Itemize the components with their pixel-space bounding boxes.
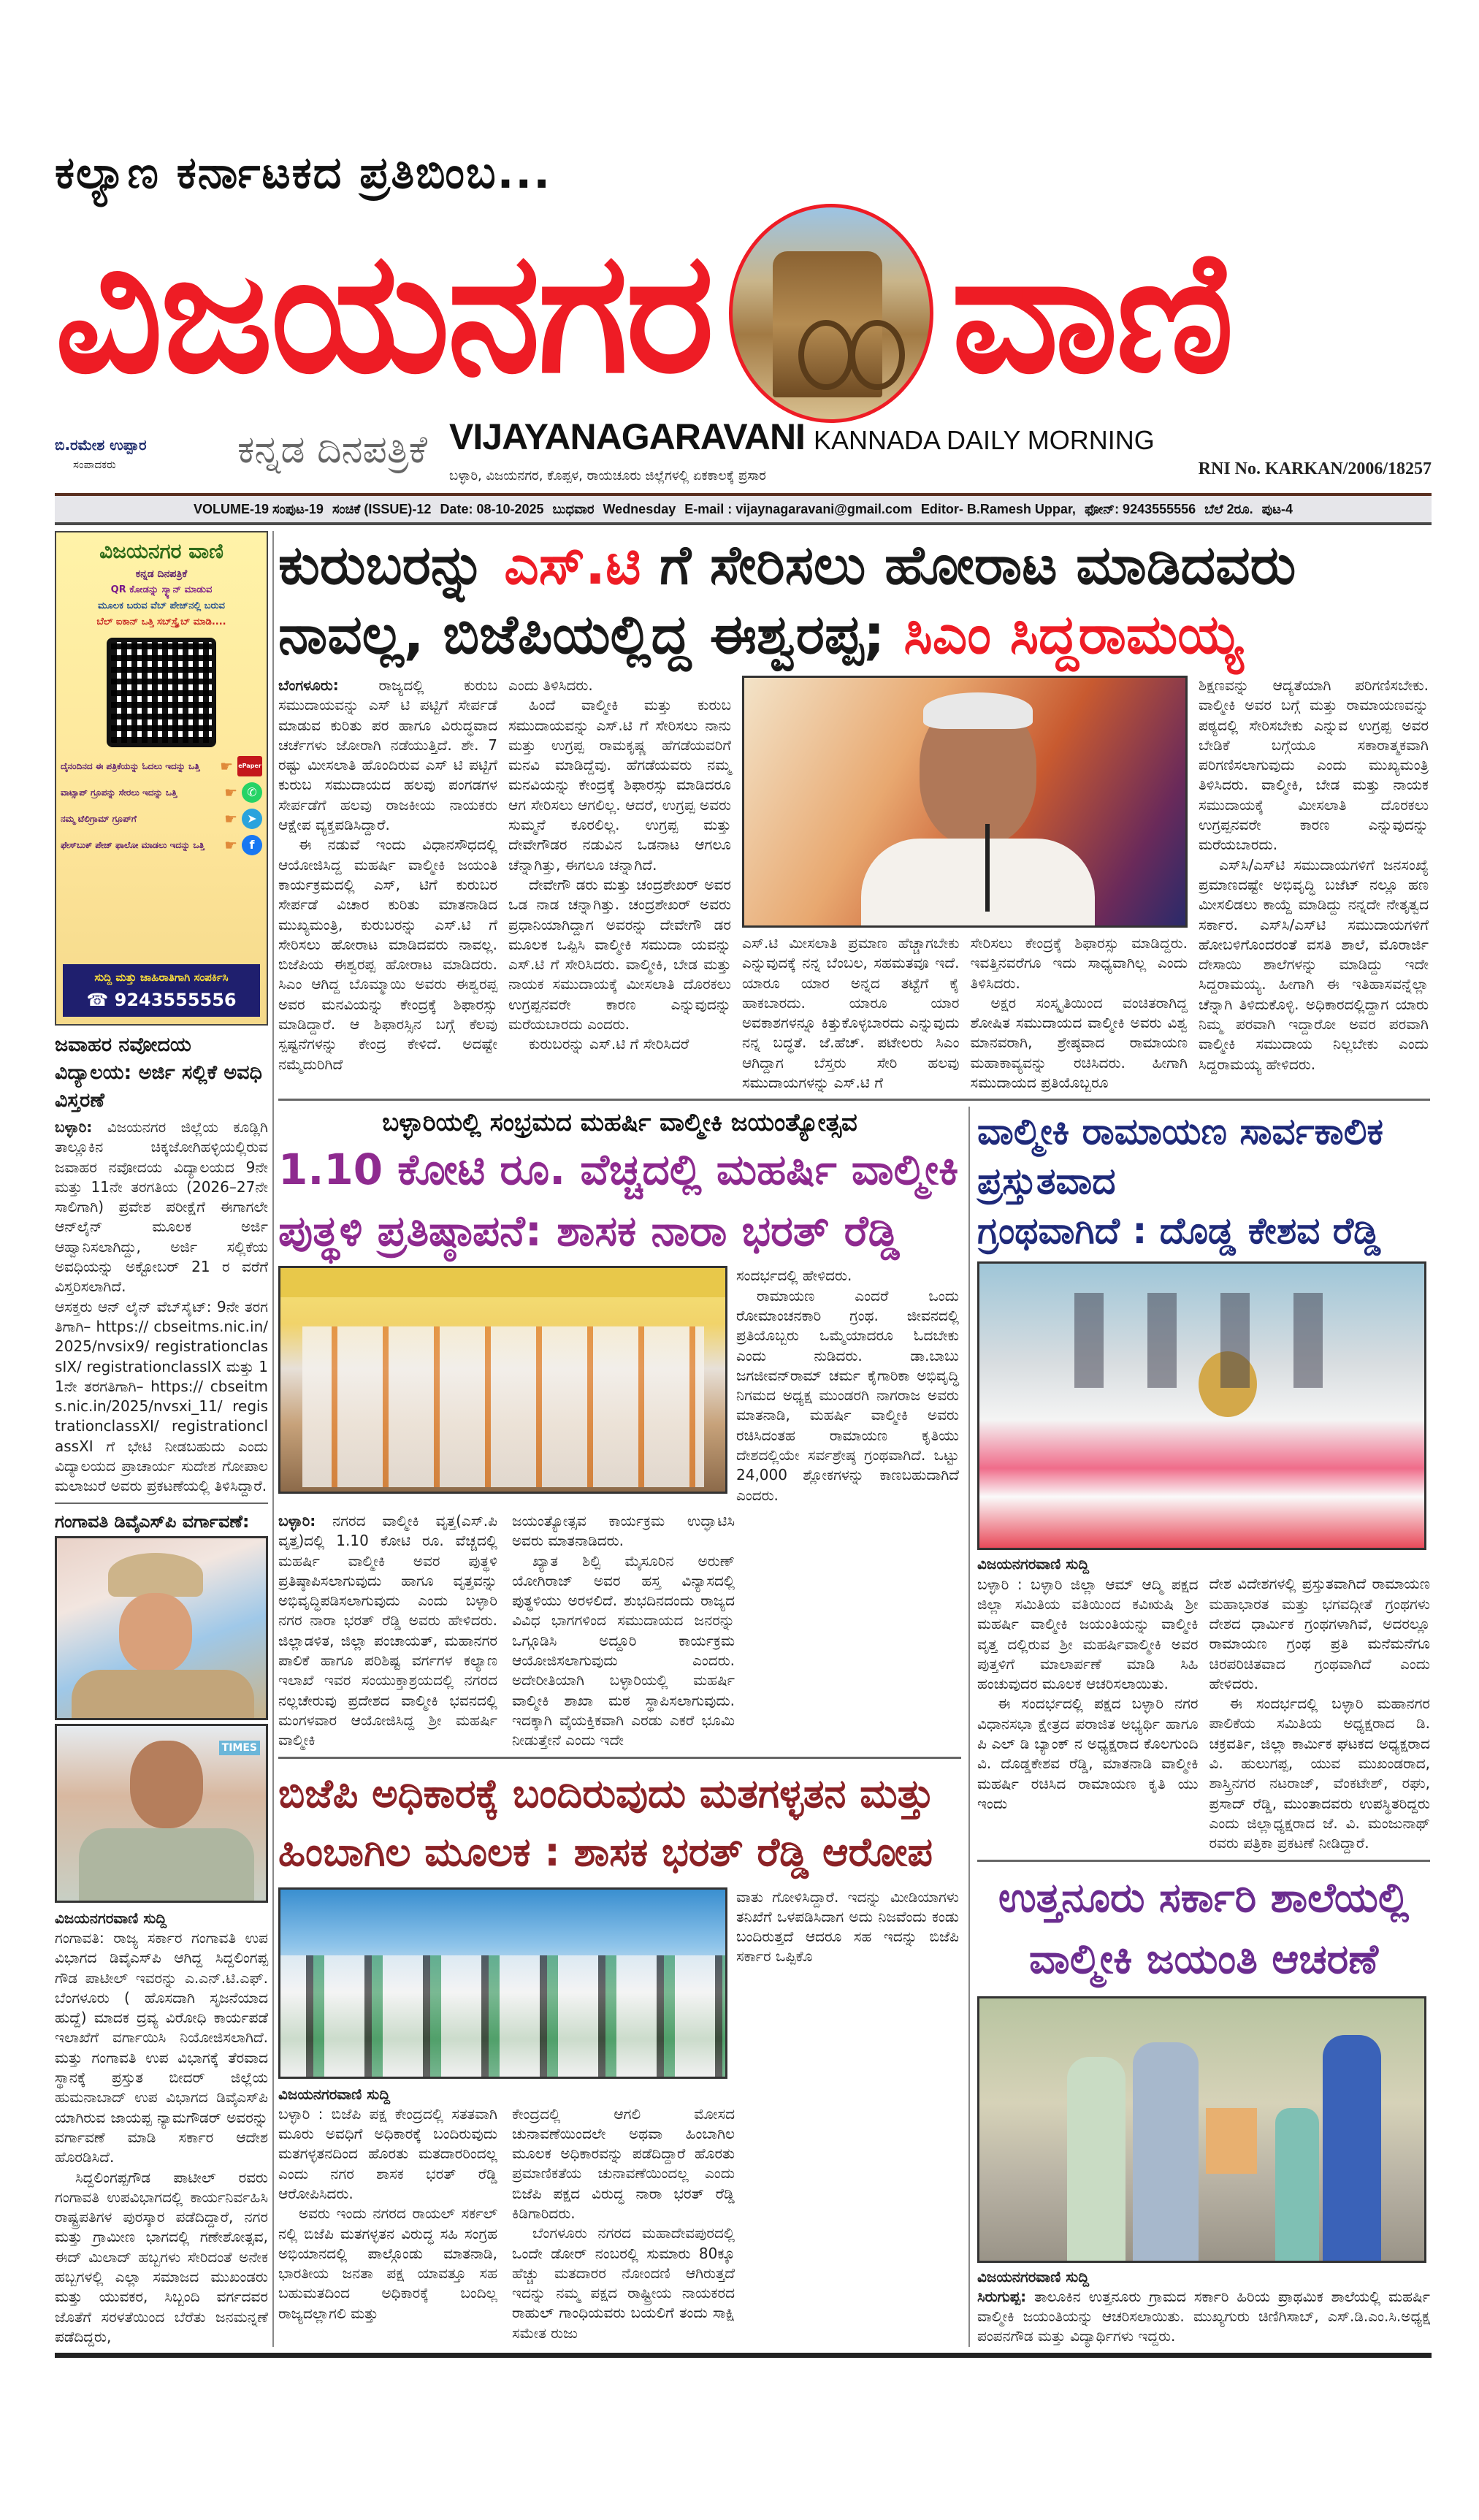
pointing-hand-icon: ☛	[224, 784, 237, 801]
people-group	[302, 1326, 704, 1487]
byline: ವಿಜಯನಗರವಾಣಿ ಸುದ್ದಿ	[977, 2267, 1090, 2286]
para: ಸೇರಿಸಲು ಕೇಂದ್ರಕ್ಕೆ ಶಿಫಾರಸ್ಸು ಮಾಡಿದ್ದರು. ಇವತ್ತಿನವರೆಗೂ ಇದು ಸಾಧ್ಯವಾಗಿಲ್ಲ ಎಂದು ತಿಳಿಸಿದರು.	[970, 934, 1188, 992]
lead-center	[742, 676, 1188, 1093]
signature-campaign-photo	[278, 1887, 727, 2079]
headline-part-highlight: ಎಸ್.ಟಿ	[504, 534, 641, 597]
face	[119, 1593, 192, 1673]
ad-row-text: ಫೇಸ್‌ಬುಕ್ ಪೇಜ್ ಫಾಲೋ ಮಾಡಲು ಇದನ್ನು ಒತ್ತಿ	[61, 840, 205, 850]
para: ಖ್ಯಾತ ಶಿಲ್ಪಿ ಮೈಸೂರಿನ ಅರುಣ್ ಯೋಗಿರಾಜ್ ಅವರ ಹಸ್ತ ವಿನ್ಯಾಸದಲ್ಲಿ ಪುತ್ಥಳಿಯು ಅರಳಲಿದೆ. ಶುಭದಿನದಂದು ರಾಜ್ಯದ ವಿವಿಧ ಭಾಗಗಳಿಂದ ಸಮುದಾಯದ ಜನರನ್ನು ಒಗ್ಗೂಡಿಸಿ ಅದ್ದೂರಿ ಕಾರ್ಯಕ್ರಮ ಆಯೋಜಿಸಲಾಗುವುದು ಎಂದರು. ಅದೇರೀತಿಯಾಗಿ ಬಳ್ಳಾರಿಯಲ್ಲಿ ಮಹರ್ಷಿ ವಾಲ್ಮೀಕಿ ಶಾಖಾ ಮಠ ಸ್ಥಾಪಿಸಲಾಗುವುದು. ಇದಕ್ಕಾಗಿ ವೈಯಕ್ತಿಕವಾಗಿ ಎರಡು ಎಕರೆ ಭೂಮಿ ನೀಡುತ್ತೇನೆ ಎಂದು ಇದೇ	[512, 1551, 735, 1749]
bjp-col-1	[278, 2085, 497, 2324]
person	[1133, 2042, 1199, 2261]
left-column	[55, 531, 268, 2347]
lead-col-5	[1199, 676, 1429, 1074]
lead-col-1	[278, 676, 497, 1074]
navodaya-dateline: ಬಳ್ಳಾರಿ:	[55, 1118, 93, 1136]
bjp-columns	[278, 2085, 961, 2344]
divider	[278, 1757, 961, 1759]
para: ಈ ನಡುವೆ ಇಂದು ವಿಧಾನಸೌಧದಲ್ಲಿ ಆಯೋಜಿಸಿದ್ದ ಮಹರ್ಷಿ ವಾಲ್ಮೀಕಿ ಜಯಂತಿ ಕಾರ್ಯಕ್ರಮದಲ್ಲಿ ಎಸ್, ಟಿಗೆ ಕುರುಬರ ಸೇರ್ಪಡೆ ವಿಚಾರ ಕುರಿತು ಮಾತನಾಡಿದ ಮುಖ್ಯಮಂತ್ರಿ, ಕುರುಬರನ್ನು ಎಸ್.ಟಿ ಗೆ ಸೇರಿಸಲು ಹೋರಾಟ ಮಾಡಿದವರು ನಾವಲ್ಲ. ಬಿಜೆಪಿಯ ಈಶ್ವರಪ್ಪ ಹೋರಾಟ ಮಾಡಿದರು. ಸಿಎಂ ಆಗಿದ್ದ ಬೊಮ್ಮಾಯಿ ಅವರು ಈಶ್ವರಪ್ಪ ಅವರ ಮನವಿಯನ್ನು ಕೇಂದ್ರಕ್ಕೆ ಶಿಫಾರಸ್ಸು ಮಾಡಿದ್ದಾರೆ. ಆ ಶಿಫಾರಸ್ಸಿನ ಬಗ್ಗೆ ಕೆಲವು ಸ್ಪಷ್ಟನೆಗಳನ್ನು ಕೇಂದ್ರ ಕೇಳಿದೆ. ಅದಷ್ಟೇ ನಮ್ಮೆದುರಿಗಿದೆ	[278, 836, 497, 1073]
para: ಕುರುಬರನ್ನು ಎಸ್.ಟಿ ಗೆ ಸೇರಿಸಿದರೆ	[529, 1035, 689, 1053]
bottom-left	[278, 1107, 961, 2346]
white-shirt	[861, 839, 1095, 928]
ad-row-text: ದೈನಂದಿನದ ಈ ಪತ್ರಿಕೆಯನ್ನು ಓದಲು ಇದನ್ನು ಒತ್ತಿ	[61, 761, 200, 771]
uniform	[79, 1828, 254, 1903]
gangavathi-para: ಗಂಗಾವತಿ: ರಾಜ್ಯ ಸರ್ಕಾರ ಗಂಗಾವತಿ ಉಪ ವಿಭಾಗದ ಡಿವೈಎಸ್‌ಪಿ ಆಗಿದ್ದ ಸಿದ್ದಲಿಂಗಪ್ಪ ಗೌಡ ಪಾಟೀಲ್ ಇವರನ್ನು ಎ.ಎನ್.ಟಿ.ಎಫ್. ಬೆಂಗಳೂರು ( ಹೊಸದಾಗಿ ಸೃಜನೆಯಾದ ಹುದ್ದೆ) ಮಾದಕ ದ್ರವ್ಯ ವಿರೋಧಿ ಕಾರ್ಯಪಡೆ ಇಲಾಖೆಗೆ ವರ್ಗಾಯಿಸಿ ನಿಯೋಜಿಸಲಾಗಿದೆ. ಮತ್ತು ಗಂಗಾವತಿ ಉಪ ವಿಭಾಗಕ್ಕೆ ತೆರವಾದ ಸ್ಥಾನಕ್ಕೆ ಪ್ರಸ್ತುತ ಬೀದರ್ ಜಿಲ್ಲೆಯ ಹುಮನಾಬಾದ್ ಉಪ ವಿಭಾಗದ ಡಿವೈಎಸ್‌ಪಿ ಯಾಗಿರುವ ಜಾಯಪ್ಪ ನ್ಯಾಮಗೌಡರ್ ಅವರನ್ನು ವರ್ಗಾವಣೆ ಮಾಡಿ ಸರ್ಕಾರ ಆದೇಶ ಹೊರಡಿಸಿದೆ.	[55, 1928, 268, 2166]
valmiki-headline-line1: 1.10 ಕೋಟಿ ರೂ. ವೆಚ್ಚದಲ್ಲಿ ಮಹರ್ಷಿ ವಾಲ್ಮೀಕಿ	[278, 1145, 959, 1195]
ramayana-col-1	[977, 1554, 1199, 1814]
phone: ಫೋನ್: 9243555556	[1084, 502, 1196, 516]
para: ಅಕ್ಷರ ಸಂಸ್ಕೃತಿಯಿಂದ ವಂಚಿತರಾಗಿದ್ದ ಶೋಷಿತ ಸಮುದಾಯದ ವಾಲ್ಮೀಕಿ ಅವರು ವಿಶ್ವ ಮಾನವರಾಗಿ, ಶ್ರೇಷ್ಠವಾದ ರಾಮಾಯಣ ಮಹಾಕಾವ್ಯವನ್ನು ರಚಿಸಿದರು. ಹೀಗಾಗಿ ಸಮುದಾಯದ ಪ್ರತಿಯೊಬ್ಬರೂ	[970, 993, 1188, 1092]
masthead-logo	[55, 211, 1432, 416]
bottom-right	[977, 1107, 1430, 2346]
ad-qr-line: ಮೂಲಕ ಬರುವ ವೆಬ್ ಪೇಜ್‌ನಲ್ಲಿ ಬರುವ	[98, 600, 225, 611]
police-officer-photo	[55, 1536, 268, 1720]
chariot-wheel	[798, 320, 854, 390]
byline: ವಿಜಯನಗರವಾಣಿ ಸುದ್ದಿ	[55, 1909, 167, 1927]
issue: ಸಂಚಿಕೆ (ISSUE)-12	[332, 502, 432, 516]
para: ವಾತು ಗೋಳಿಸಿದ್ದಾರೆ. ಇದನ್ನು ಮೀಡಿಯಾಗಳು ತನಿಖೆಗೆ ಒಳಪಡಿಸಿದಾಗ ಅದು ನಿಜವೆಂದು ಕಂಡು ಬಂದಿರುತ್ತದೆ ಆದರೂ ಸಹ ಇದನ್ನು ಬಿಜೆಪಿ ಸರ್ಕಾರ ಒಪ್ಪಿಕೊ	[736, 1887, 959, 1966]
dateline: ಬೆಂಗಳೂರು:	[278, 676, 339, 694]
pointing-hand-icon: ☛	[220, 757, 233, 775]
lamp-lighting-ceremony-photo	[278, 1266, 727, 1494]
ad-qr-line: QR ಕೋಡನ್ನು ಸ್ಕ್ಯಾನ್ ಮಾಡುವ	[110, 584, 213, 595]
brand-english: VIJAYANAGARAVANI	[449, 416, 805, 457]
para: ರಾಜ್ಯದಲ್ಲಿ ಕುರುಬ ಸಮುದಾಯವನ್ನು ಎಸ್ ಟಿ ಪಟ್ಟಿಗೆ ಸೇರ್ಪಡೆ ಮಾಡುವ ಕುರಿತು ಪರ ಹಾಗೂ ವಿರುದ್ಧವಾದ ಚರ್ಚೆಗಳು ಜೋರಾಗಿ ನಡೆಯುತ್ತಿದೆ. ಶೇ. 7 ರಷ್ಟು ಮೀಸಲಾತಿ ಹೊಂದಿರುವ ಎಸ್ ಟಿ ಪಟ್ಟಿಗೆ ಕುರುಬ ಸಮುದಾಯದ ಹಲವು ಪಂಗಡಗಳ ಸೇರ್ಪಡೆಗೆ ಹಲವು ರಾಜಕೀಯ ನಾಯಕರು ಆಕ್ಷೇಪ ವ್ಯಕ್ತಪಡಿಸಿದ್ದಾರೆ.	[278, 676, 498, 834]
para: ತಾಲೂಕಿನ ಉತ್ತನೂರು ಗ್ರಾಮದ ಸರ್ಕಾರಿ ಹಿರಿಯ ಪ್ರಾಥಮಿಕ ಶಾಲೆಯಲ್ಲಿ ಮಹರ್ಷಿ ವಾಲ್ಮೀಕಿ ಜಯಂತಿಯನ್ನು ಆಚರಿಸಲಾಯಿತು. ಮುಖ್ಯಗುರು ಚಿಣಿಗಿಸಾಬ್, ಎಸ್.ಡಿ.ಎಂ.ಸಿ.ಅಧ್ಯಕ್ಷ ಪಂಪನಗೌಡ ಮತ್ತು ವಿದ್ಯಾರ್ಥಿಗಳು ಇದ್ದರು.	[977, 2287, 1431, 2345]
navodaya-headline: ಜವಾಹರ ನವೋದಯ ವಿದ್ಯಾಲಯ: ಅರ್ಜಿ ಸಲ್ಲಿಕೆ ಅವಧಿ ವಿಸ್ತರಣೆ	[55, 1034, 262, 1112]
editor-role: ಸಂಪಾದಕರು	[73, 458, 116, 471]
uttanuru-headline-line2: ವಾಲ್ಮೀಕಿ ಜಯಂತಿ ಆಚರಣೆ	[1028, 1935, 1379, 1983]
bjp-side-col	[736, 1887, 959, 1967]
para: ಜಯಂತ್ಯೋತ್ಸವ ಕಾರ್ಯಕ್ರಮ ಉದ್ಘಾಟಿಸಿ ಅವರು ಮಾತನಾಡಿದರು.	[512, 1511, 735, 1550]
ad-row-text: ನಮ್ಮ ಟೆಲಿಗ್ರಾಮ್ ಗ್ರೂಪ್‌ಗೆ	[61, 814, 137, 824]
face	[130, 1741, 203, 1828]
lead-col-4	[971, 933, 1188, 1093]
valmiki-kicker: ಬಳ್ಳಾರಿಯಲ್ಲಿ ಸಂಭ್ರಮದ ಮಹರ್ಷಿ ವಾಲ್ಮೀಕಿ ಜಯಂತ್ಯೋತ್ಸವ	[382, 1108, 857, 1138]
kannada-daily-label: ಕನ್ನಡ ದಿನಪತ್ರಿಕೆ	[237, 428, 428, 472]
ad-logo: ವಿಜಯನಗರ ವಾಣಿ	[99, 539, 223, 563]
person	[1067, 2057, 1126, 2261]
banner	[280, 1268, 725, 1297]
gangavathi-para: ಸಿದ್ದಲಿಂಗಪ್ಪಗೌಡ ಪಾಟೀಲ್ ರವರು ಗಂಗಾವತಿ ಉಪವಿಭಾಗದಲ್ಲಿ ಕಾರ್ಯನಿರ್ವಹಿಸಿ ರಾಷ್ಟ್ರಪತಿಗಳ ಪುರಸ್ಕಾರ ಪಡೆದಿದ್ದಾರೆ, ನಗರ ಮತ್ತು ಗ್ರಾಮೀಣ ಭಾಗದಲ್ಲಿ ಗಣೇಶೋತ್ಸವ, ಈದ್ ಮಿಲಾದ್ ಹಬ್ಬಗಳು ಸೇರಿದಂತೆ ಅನೇಕ ಹಬ್ಬಗಳಲ್ಲಿ ಎಲ್ಲಾ ಸಮಾಜದ ಮುಖಂಡರು ಮತ್ತು ಯುವಕರ, ಸಿಬ್ಬಂದಿ ವರ್ಗದವರ ಜೊತೆಗೆ ಸರಳತೆಯಿಂದ ಬೆರೆತು ಜನಮನ್ನಣೆ ಪಡೆದಿದ್ದರು,	[55, 2168, 268, 2345]
para: ನಗರದ ವಾಲ್ಮೀಕಿ ವೃತ್ತ(ಎಸ್.ಪಿ ವೃತ್ತ)ದಲ್ಲಿ 1.10 ಕೋಟಿ ರೂ. ವೆಚ್ಚದಲ್ಲಿ ಮಹರ್ಷಿ ವಾಲ್ಮೀಕಿ ಅವರ ಪುತ್ಥಳಿ ಪ್ರತಿಷ್ಠಾಪಿಸಲಾಗುವುದು ಹಾಗೂ ವೃತ್ತವನ್ನು ಅಭಿವೃದ್ಧಿಪಡಿಸಲಾಗುವುದು ಎಂದು ಬಳ್ಳಾರಿ ನಗರ ನಾರಾ ಭರತ್ ರೆಡ್ಡಿ ಅವರು ಹೇಳಿದರು. ಜಿಲ್ಲಾಡಳಿತ, ಜಿಲ್ಲಾ ಪಂಚಾಯತ್, ಮಹಾನಗರ ಪಾಲಿಕೆ ಹಾಗೂ ಪರಿಶಿಷ್ಟ ವರ್ಗಗಳ ಕಲ್ಯಾಣ ಇಲಾಖೆ ಇವರ ಸಂಯುಕ್ತಾಶ್ರಯದಲ್ಲಿ ನಗರದ ನಲ್ಲಚೇರುವು ಪ್ರದೇಶದ ವಾಲ್ಮೀಕಿ ಭವನದಲ್ಲಿ ಮಂಗಳವಾರ ಆಯೋಜಿಸಿದ್ದ ಶ್ರೀ ಮಹರ್ಷಿ ವಾಲ್ಮೀಕಿ	[278, 1511, 497, 1749]
lead-story-body	[278, 676, 1430, 1093]
para: ಎಂದು ತಿಳಿಸಿದರು.	[508, 676, 593, 694]
para: ಹಿಂದೆ ವಾಲ್ಮೀಕಿ ಮತ್ತು ಕುರುಬ ಸಮುದಾಯವನ್ನು ಎಸ್.ಟಿ ಗೆ ಸೇರಿಸಲು ನಾನು ಮತ್ತು ಉಗ್ರಪ್ಪ ರಾಮಕೃಷ್ಣ ಹೆಗಡೆಯವರಿಗೆ ಮನವಿ ಮಾಡಿದ್ದೆವು. ಹೆಗಡೆಯವರು ನಮ್ಮ ಮನವಿಯನ್ನು ಕೇಂದ್ರಕ್ಕೆ ಶಿಫಾರಸ್ಸು ಮಾಡಿದರೂ ಆಗ ಸೇರಿಸಲು ಆಗಲಿಲ್ಲ. ಆದರೆ, ಉಗ್ರಪ್ಪ ಅವರು ಸುಮ್ಮನೆ ಕೂರಲಿಲ್ಲ. ಉಗ್ರಪ್ಪ ಮತ್ತು ದೇವೇಗೌಡರ ನಡುವಿನ ಒಡನಾಟ ಆಗಲೂ ಚೆನ್ನಾಗಿತ್ತು, ಈಗಲೂ ಚನ್ನಾಗಿದೆ.	[508, 696, 731, 874]
volume: VOLUME-19 ಸಂಪುಟ-19	[193, 502, 324, 516]
navodaya-para: ವಿಜಯನಗರ ಜಿಲ್ಲೆಯ ಕೂಡ್ಲಿಗಿ ತಾಲ್ಲೂಕಿನ ಚಿಕ್ಕಜೋಗಿಹಳ್ಳಿಯಲ್ಲಿರುವ ಜವಾಹರ ನವೋದಯ ವಿದ್ಯಾಲಯದ 9ನೇ ಮತ್ತು 11ನೇ ತರಗತಿಯ (2026–27ನೇ ಸಾಲಿಗಾಗಿ) ಪ್ರವೇಶ ಪರೀಕ್ಷೆಗೆ ಈಗಾಗಲೇ ಆನ್‌ಲೈನ್ ಮೂಲಕ ಅರ್ಜಿ ಆಹ್ವಾನಿಸಲಾಗಿದ್ದು, ಅರ್ಜಿ ಸಲ್ಲಿಕೆಯ ಅವಧಿಯನ್ನು ಅಕ್ಟೋಬರ್ 21 ರ ವರೆಗೆ ವಿಸ್ತರಿಸಲಾಗಿದೆ.	[55, 1118, 268, 1296]
bottom-stories	[278, 1107, 1430, 2346]
officer-at-mic-photo	[55, 1724, 268, 1903]
ramayana-headline-line1: ವಾಲ್ಮೀಕಿ ರಾಮಾಯಣ ಸಾರ್ವಕಾಲಿಕ ಪ್ರಸ್ತುತವಾದ	[977, 1110, 1384, 1203]
lead-center-columns	[742, 933, 1188, 1093]
gangavathi-body	[55, 1909, 268, 2348]
valmiki-photo-row	[278, 1266, 961, 1505]
divider	[278, 1099, 1430, 1101]
para: ಎಸ್.ಟಿ ಮೀಸಲಾತಿ ಪ್ರಮಾಣ ಹೆಚ್ಚಾಗಬೇಕು ಎನ್ನುವುದಕ್ಕೆ ನನ್ನ ಬೆಂಬಲ, ಸಹಮತವೂ ಇದೆ. ಯಾರೂ ಯಾರ ಅನ್ನದ ತಟ್ಟೆಗೆ ಕೈ ಹಾಕಬಾರದು. ಯಾರೂ ಯಾರ ಅವಕಾಶಗಳನ್ನೂ ಕಿತ್ತುಕೊಳ್ಳಬಾರದು ಎನ್ನುವುದು ನನ್ನ ಬದ್ಧತೆ. ಜೆ.ಹೆಚ್. ಪಟೇಲರು ಸಿಎಂ ಆಗಿದ್ದಾಗ ಬೆಸ್ತರು ಸೇರಿ ಹಲವು ಸಮುದಾಯಗಳನ್ನು ಎಸ್.ಟಿ ಗೆ	[742, 934, 960, 1092]
issue-info-bar	[55, 493, 1432, 525]
editor-name: ಬಿ.ರಮೇಶ ಉಪ್ಪಾರ	[55, 436, 147, 454]
subscribe-advertisement[interactable]	[55, 531, 268, 1026]
para: ಬೆಂಗಳೂರು ನಗರದ ಮಹಾದೇವಪುರದಲ್ಲಿ ಒಂದೇ ಡೋರ್ ನಂಬರಲ್ಲಿ ಸುಮಾರು 80ಕ್ಕೂ ಹೆಚ್ಚು ಮತದಾರರ ನೋಂದಣಿ ಆಗಿರುತ್ತದೆ ಇದನ್ನು ನಮ್ಮ ಪಕ್ಷದ ರಾಷ್ಟ್ರೀಯ ನಾಯಕರದ ರಾಹುಲ್ ಗಾಂಧಿಯವರು ಬಯಲಿಗೆ ತಂದು ಸಾಕ್ಷಿ ಸಮೇತ ರುಜು	[512, 2224, 735, 2342]
editor: Editor- B.Ramesh Uppar,	[920, 502, 1076, 516]
white-hair	[923, 692, 1033, 729]
ramayana-columns	[977, 1554, 1430, 1853]
headline-part: ಗೆ ಸೇರಿಸಲು ಹೋರಾಟ ಮಾಡಿದವರು	[660, 534, 1296, 597]
brand-line	[449, 416, 1155, 458]
para: ರಾಮಾಯಣ ಎಂದರೆ ಒಂದು ರೋಮಾಂಚನಕಾರಿ ಗ್ರಂಥ. ಜೀವನದಲ್ಲಿ ಪ್ರತಿಯೊಬ್ಬರು ಒಮ್ಮೆಯಾದರೂ ಓದಬೇಕು ಎಂದು ನುಡಿದರು. ಡಾ.ಬಾಬು ಜಗಜೀವನ್‌ರಾಮ್ ಚರ್ಮ ಕೈಗಾರಿಕಾ ಅಭಿವೃದ್ಧಿ ನಿಗಮದ ಅಧ್ಯಕ್ಷ ಮುಂಡರಗಿ ನಾಗರಾಜ ಅವರು ಮಾತನಾಡಿ, ಮಹರ್ಷಿ ವಾಲ್ಮೀಕಿ ಅವರು ರಚಿಸಿದಂತಹ ರಾಮಾಯಣ ಕೃತಿಯು ದೇಶದಲ್ಲಿಯೇ ಸರ್ವಶ್ರೇಷ್ಠ ಗ್ರಂಥವಾಗಿದೆ. ಒಟ್ಟು 24,000 ಶ್ಲೋಕಗಳನ್ನು ಕಾಣಬಹುದಾಗಿದೆ ಎಂದರು.	[736, 1286, 959, 1504]
para: ಸಂದರ್ಭದಲ್ಲಿ ಹೇಳಿದರು.	[736, 1267, 852, 1285]
para: ದೇಶ ವಿದೇಶಗಳಲ್ಲಿ ಪ್ರಸ್ತುತವಾಗಿದೆ ರಾಮಾಯಣ ಮಹಾಭಾರತ ಮತ್ತು ಭಗವದ್ಗೀತೆ ಗ್ರಂಥಗಳು ದೇಶದ ಧಾರ್ಮಿಕ ಗ್ರಂಥಗಳಾಗಿವೆ, ಅದರಲ್ಲೂ ರಾಮಾಯಣ ಗ್ರಂಥ ಪ್ರತಿ ಮನೆಮನೆಗೂ ಚಿರಪರಿಚಿತವಾದ ಗ್ರಂಥವಾಗಿದೆ ಎಂದು ಹೇಳಿದರು.	[1209, 1575, 1430, 1692]
uttanuru-headline-line1: ಉತ್ತನೂರು ಸರ್ಕಾರಿ ಶಾಲೆಯಲ್ಲಿ	[998, 1874, 1410, 1922]
para: ಎಸ್‌ಸಿ/ಎಸ್‌ಟಿ ಸಮುದಾಯಗಳಿಗೆ ಜನಸಂಖ್ಯೆ ಪ್ರಮಾಣದಷ್ಟೇ ಅಭಿವೃದ್ಧಿ ಬಜೆಟ್ ನಲ್ಲೂ ಹಣ ಮೀಸಲಿಡಲು ಕಾಯ್ದೆ ಮಾಡಿದ್ದು ನನ್ನದೇ ನೇತೃತ್ವದ ಸರ್ಕಾರ. ಎಸ್‌ಸಿ/ಎಸ್‌ಟಿ ಸಮುದಾಯಗಳಿಗೆ ಹೋಬಳಿಗೊಂದರಂತೆ ವಸತಿ ಶಾಲೆ, ಮೊರಾರ್ಜಿ ದೇಸಾಯಿ ಶಾಲೆಗಳನ್ನು ಮಾಡಿದ್ದು ಇದೇ ಸಿದ್ದರಾಮಯ್ಯ. ಹೀಗಾಗಿ ಈ ಇತಿಹಾಸವನ್ನೆಲ್ಲಾ ಚೆನ್ನಾಗಿ ತಿಳಿದುಕೊಳ್ಳಿ. ಅಧಿಕಾರದಲ್ಲಿದ್ದಾಗ ಯಾರು ನಿಮ್ಮ ಪರವಾಗಿ ಇದ್ದಾರೋ ಅವರ ಪರವಾಗಿ ವಾಲ್ಮೀಕಿ ಸಮುದಾಯ ನಿಲ್ಲಬೇಕು ಎಂದು ಸಿದ್ದರಾಮಯ್ಯ ಹೇಳಿದರು.	[1199, 855, 1429, 1073]
divider	[977, 1860, 1430, 1862]
ad-contact-phone: ☎ 9243555556	[86, 990, 237, 1010]
ad-social-row[interactable]	[61, 809, 262, 829]
navodaya-para: ಆಸಕ್ತರು ಆನ್ ಲೈನ್ ವೆಬ್‌ಸೈಟ್: 9ನೇ ತರಗತಿಗಾಗಿ– https:// cbseitms.nic.in/2025/nvsix9/ registrationclassIX/ registrationclassIX ಮತ್ತು 11ನೇ ತರಗತಿಗಾಗಿ– https:// cbseitms.nic.in/2025/nvsxi_11/ registrationclassXI/ registrationclassXI ಗೆ ಭೇಟಿ ನೀಡಬಹುದು ಎಂದು ವಿದ್ಯಾಲಯದ ಪ್ರಾಚಾರ್ಯ ಸುದೇಶ ಗೋಪಾಲ ಮಲಾಜುರೆ ಅವರು ಪ್ರಕಟಣೆಯಲ್ಲಿ ತಿಳಿಸಿದ್ದಾರೆ.	[55, 1297, 268, 1495]
chariot-wheel	[849, 320, 905, 390]
byline: ವಿಜಯನಗರವಾಣಿ ಸುದ್ದಿ	[977, 1555, 1090, 1573]
valmiki-headline-line2: ಪುತ್ಥಳಿ ಪ್ರತಿಷ್ಠಾಪನೆ: ಶಾಸಕ ನಾರಾ ಭರತ್ ರೆಡ್ಡಿ	[278, 1206, 900, 1256]
brand-block	[449, 416, 1155, 486]
column-divider	[968, 1107, 970, 2346]
price: ಬೆಲೆ 2ರೂ.	[1204, 502, 1253, 516]
dateline: ಬಳ್ಳಾರಿ:	[278, 1511, 316, 1530]
uniform	[72, 1670, 254, 1720]
masthead-title-part2: ವಾಣಿ	[951, 215, 1231, 411]
divider	[55, 1503, 268, 1504]
para: ದೇವೇಗೌ ಡರು ಮತ್ತು ಚಂದ್ರಶೇಖರ್ ಅವರ ಒಡ ನಾಡ ಚನ್ನಾಗಿತ್ತು. ಚಂದ್ರಶೇಖರ್ ಅವರು ಪ್ರಧಾನಿಯಾಗಿದ್ದಾಗ ಅವರನ್ನು ದೇವೇಗೌ ಡರ ಮೂಲಕ ಒಪ್ಪಿಸಿ ವಾಲ್ಮೀಕಿ ಸಮುದಾ ಯವನ್ನು ಎಸ್.ಟಿ ಗೆ ಸೇರಿಸಿದರು. ವಾಲ್ಮೀಕಿ, ಬೇಡ ಮತ್ತು ನಾಯಕ ಸಮುದಾಯಕ್ಕೆ ಮೀಸಲಾತಿ ದೊರಕಲು ಉಗ್ರಪ್ಪನವರೇ ಕಾರಣ ಎನ್ನುವುದನ್ನು ಮರೆಯಬಾರದು ಎಂದರು.	[508, 875, 731, 1034]
masthead-subrow	[55, 416, 1432, 486]
email[interactable]: E-mail : vijaynagaravani@gmail.com	[684, 502, 912, 516]
lead-col-2	[508, 676, 731, 1055]
ad-contact-box	[63, 964, 260, 1017]
masthead-title-part1: ವಿಜಯನಗರ	[55, 215, 712, 411]
uttanuru-body	[977, 2267, 1430, 2347]
ad-row-text: ವಾಟ್ಸಾಪ್ ಗ್ರೂಪನ್ನು ಸೇರಲು ಇದನ್ನು ಒತ್ತಿ	[61, 787, 177, 798]
whatsapp-icon[interactable]: ✆	[242, 782, 262, 803]
person	[1323, 2035, 1381, 2261]
facebook-icon[interactable]: f	[242, 835, 262, 855]
column-divider	[272, 531, 274, 2347]
ad-social-row[interactable]	[61, 756, 262, 776]
para: ಈ ಸಂದರ್ಭದಲ್ಲಿ ಬಳ್ಳಾರಿ ಮಹಾನಗರ ಪಾಲಿಕೆಯ ಸಮಿತಿಯ ಅಧ್ಯಕ್ಷರಾದ ಡಿ. ಚಕ್ರವರ್ತಿ, ಜಿಲ್ಲಾ ಕಾರ್ಮಿಕ ಘಟಕದ ಅಧ್ಯಕ್ಷರಾದ ವಿ. ಹುಲುಗಪ್ಪ, ಯುವ ಮುಖಂಡರಾದ, ಶಾಸ್ತ್ರಿನಗರ ನಟರಾಜ್, ವೆಂಕಟೇಶ್, ರಘು, ಪ್ರಸಾದ್ ರೆಡ್ಡಿ, ಮುಂತಾದವರು ಉಪಸ್ಥಿತರಿದ್ದರು ಎಂದು ಜಿಲ್ಲಾಧ್ಯಕ್ಷರಾದ ಜೆ. ವಿ. ಮಂಜುನಾಥ್ ರವರು ಪತ್ರಿಕಾ ಪ್ರಕಟಣೆ ನೀಡಿದ್ದಾರೆ.	[1209, 1695, 1430, 1852]
ramayana-headline-line2: ಗ್ರಂಥವಾಗಿದೆ : ದೊಡ್ಡ ಕೇಶವ ರೆಡ್ಡಿ	[977, 1210, 1381, 1253]
ad-social-row[interactable]	[61, 835, 262, 855]
headline-part: ಕುರುಬರನ್ನು	[278, 534, 486, 597]
ad-social-rows	[61, 756, 262, 855]
gangavathi-headline: ಗಂಗಾವತಿ ಡಿವೈಎಸ್‌ಪಿ ವರ್ಗಾವಣೆ:	[55, 1511, 250, 1532]
ad-qr-line: ಬೆಲ್ ಐಕಾನ್ ಒತ್ತಿ ಸಬ್‌ಸ್ಕ್ರೈಬ್ ಮಾಡಿ....	[96, 616, 226, 627]
school-jayanti-photo	[977, 1996, 1426, 2263]
day-english: Wednesday	[603, 502, 676, 516]
bjp-photo-row	[278, 1887, 961, 2079]
child	[1275, 2108, 1319, 2261]
microphone	[985, 824, 990, 912]
navodaya-body	[55, 1118, 268, 1497]
ad-social-row[interactable]	[61, 782, 262, 803]
valmiki-col-2	[512, 1511, 735, 1751]
masthead-tagline: ಕಲ್ಯಾಣ ಕರ್ನಾಟಕದ ಪ್ರತಿಬಿಂಬ...	[55, 148, 552, 199]
para: ಕೇಂದ್ರದಲ್ಲಿ ಆಗಲಿ ಮೋಸದ ಚುನಾವಣೆಯಿಂದಲೇ ಅಥವಾ ಹಿಂಬಾಗಿಲ ಮೂಲಕ ಅಧಿಕಾರವನ್ನು ಪಡೆದಿದ್ದಾರೆ ಹೊರತು ಪ್ರಮಾಣಿಕತೆಯ ಚುನಾವಣೆಯಿಂದಲ್ಲ ಎಂದು ಬಿಜೆಪಿ ಪಕ್ಷದ ವಿರುದ್ಧ ನಾರಾ ಭರತ್ ರೆಡ್ಡಿ ಕಿಡಿಗಾರಿದರು.	[512, 2104, 735, 2222]
circulation-line: ಬಳ್ಳಾರಿ, ವಿಜಯನಗರ, ಕೊಪ್ಪಳ, ರಾಯಚೂರು ಜಿಲ್ಲೆಗಳಲ್ಲಿ ಏಕಕಾಲಕ್ಕೆ ಪ್ರಸಾರ	[449, 468, 766, 484]
bjp-headline-line1: ಬಿಜೆಪಿ ಅಧಿಕಾರಕ್ಕೆ ಬಂದಿರುವುದು ಮತಗಳ್ಳತನ ಮತ್ತು	[278, 1770, 934, 1817]
para: ಶಿಕ್ಷಣವನ್ನು ಆದ್ಯತೆಯಾಗಿ ಪರಿಗಣಿಸಬೇಕು. ವಾಲ್ಮೀಕಿ ಅವರ ಬಗ್ಗೆ ಮತ್ತು ರಾಮಾಯಣವನ್ನು ಪಠ್ಯದಲ್ಲಿ ಸೇರಿಸಬೇಕು ಎನ್ನುವ ಉಗ್ರಪ್ಪ ಅವರ ಬೇಡಿಕೆ ಬಗ್ಗೆಯೂ ಸಕಾರಾತ್ಮಕವಾಗಿ ಪರಿಗಣಿಸಲಾಗುವುದು ಎಂದು ಮುಖ್ಯಮಂತ್ರಿ ತಿಳಿಸಿದರು. ವಾಲ್ಮೀಕಿ, ಬೇಡ ಮತ್ತು ನಾಯಕ ಸಮುದಾಯಕ್ಕೆ ಮೀಸಲಾತಿ ದೊರಕಲು ಉಗ್ರಪ್ಪನವರೇ ಕಾರಣ ಎನ್ನುವುದನ್ನು ಮರೆಯಬಾರದು.	[1199, 676, 1429, 854]
lead-headline-line1	[278, 531, 1430, 600]
brand-subtitle: KANNADA DAILY MORNING	[813, 425, 1155, 455]
valmiki-portrait-frame	[1206, 2108, 1257, 2174]
hampi-chariot-logo-image	[729, 204, 933, 423]
para: ಅವರು ಇಂದು ನಗರದ ರಾಯಲ್ ಸರ್ಕಲ್ ನಲ್ಲಿ ಬಿಜೆಪಿ ಮತಗಳ್ಳತನ ವಿರುದ್ಧ ಸಹಿ ಸಂಗ್ರಹ ಅಭಿಯಾನದಲ್ಲಿ ಪಾಲ್ಗೊಂಡು ಮಾತನಾಡಿ, ಭಾರತೀಯ ಜನತಾ ಪಕ್ಷ ಯಾವತ್ತೂ ಸಹ ಬಹುಮತದಿಂದ ಅಧಿಕಾರಕ್ಕೆ ಬಂದಿಲ್ಲ ರಾಜ್ಯದಲ್ಲಾಗಲಿ ಮತ್ತು	[278, 2204, 497, 2322]
day-kannada: ಬುಧವಾರ	[552, 502, 595, 516]
headline-part: ನಾವಲ್ಲ, ಬಿಜೆಪಿಯಲ್ಲಿದ್ದ ಈಶ್ವರಪ್ಪ;	[278, 603, 885, 666]
qr-code[interactable]	[107, 638, 216, 747]
bjp-col-2	[512, 2085, 735, 2344]
para: ಈ ಸಂದರ್ಭದಲ್ಲಿ ಪಕ್ಷದ ಬಳ್ಳಾರಿ ನಗರ ವಿಧಾನಸಭಾ ಕ್ಷೇತ್ರದ ಪರಾಜಿತ ಅಭ್ಯರ್ಥಿ ಹಾಗೂ ಪಿ ಎಲ್ ಡಿ ಬ್ಯಾಂಕ್ ನ ಅಧ್ಯಕ್ಷರಾದ ಕೊಲಗುಂದಿ ವಿ. ದೊಡ್ಡಕೇಶವ ರೆಡ್ಡಿ, ಮಾತನಾಡಿ ವಾಲ್ಮೀಕಿ ಮಹರ್ಷಿ ರಚಿಸಿದ ರಾಮಾಯಣ ಕೃತಿ ಯು ಇಂದು	[977, 1695, 1199, 1812]
valmiki-side-col	[736, 1266, 959, 1505]
pointing-hand-icon: ☛	[224, 810, 237, 828]
telegram-icon[interactable]: ➤	[242, 809, 262, 829]
rni-number: RNI No. KARKAN/2006/18257	[1198, 459, 1432, 478]
people-group	[280, 1955, 725, 2079]
valmiki-statue-photo	[977, 1261, 1426, 1550]
pages: ಪುಟ-4	[1261, 502, 1293, 516]
valmiki-col-1	[278, 1511, 497, 1751]
cm-siddaramaiah-photo	[742, 676, 1188, 928]
lead-headline-line2	[278, 600, 1430, 670]
valmiki-columns	[278, 1511, 961, 1751]
people-group	[1052, 1293, 1359, 1388]
pointing-hand-icon: ☛	[224, 836, 237, 854]
page-body	[55, 531, 1432, 2347]
dateline: ಸಿರುಗುಪ್ಪ:	[977, 2287, 1027, 2305]
editor-block	[55, 416, 215, 471]
epaper-icon[interactable]: ePaper	[237, 756, 262, 776]
ad-contact-text: ಸುದ್ದಿ ಮತ್ತು ಜಾಹಿರಾತಿಗಾಗಿ ಸಂಪರ್ಕಿಸಿ	[94, 971, 229, 984]
bjp-headline-line2: ಹಿಂಬಾಗಿಲ ಮೂಲಕ : ಶಾಸಕ ಭರತ್ ರೆಡ್ಡಿ ಆರೋಪ	[278, 1828, 933, 1875]
ramayana-col-2	[1209, 1554, 1431, 1853]
para: ಬಳ್ಳಾರಿ : ಬಿಜೆಪಿ ಪಕ್ಷ ಕೇಂದ್ರದಲ್ಲಿ ಸತತವಾಗಿ ಮೂರು ಅವಧಿಗೆ ಅಧಿಕಾರಕ್ಕೆ ಬಂದಿರುವುದು ಮತಗಳ್ಳತನದಿಂದ ಹೊರತು ಮತದಾರರಿಂದಲ್ಲ ಎಂದು ನಗರ ಶಾಸಕ ಭರತ್ ರೆಡ್ಡಿ ಆರೋಪಿಸಿದರು.	[278, 2104, 497, 2202]
ad-subtitle: ಕನ್ನಡ ದಿನಪತ್ರಿಕೆ	[135, 568, 188, 580]
lead-col-3	[742, 933, 960, 1093]
police-cap	[108, 1553, 203, 1597]
date: Date: 08-10-2025	[440, 502, 544, 516]
byline: ವಿಜಯನಗರವಾಣಿ ಸುದ್ದಿ	[278, 2085, 391, 2103]
para: ಬಳ್ಳಾರಿ : ಬಳ್ಳಾರಿ ಜಿಲ್ಲಾ ಆಮ್ ಆದ್ಮಿ ಪಕ್ಷದ ಜಿಲ್ಲಾ ಸಮಿತಿಯ ವತಿಯಿಂದ ಕವಿಋಷಿ ಶ್ರೀ ಮಹರ್ಷಿ ವಾಲ್ಮೀಕಿ ಜಯಂತಿಯನ್ನು ವಾಲ್ಮೀಕಿ ವೃತ್ತ ದಲ್ಲಿರುವ ಶ್ರೀ ಮಹರ್ಷಿವಾಲ್ಮೀಕಿ ಅವರ ಪುತ್ತಳಿಗೆ ಮಾಲಾರ್ಪಣೆ ಮಾಡಿ ಸಿಹಿ ಹಂಚುವುದರ ಮೂಲಕ ಆಚರಿಸಲಾಯಿತು.	[977, 1575, 1199, 1693]
times-watermark: TIMES	[219, 1741, 260, 1755]
headline-part-highlight: ಸಿಎಂ ಸಿದ್ದರಾಮಯ್ಯ	[903, 603, 1243, 666]
bottom-rule	[55, 2353, 1432, 2358]
main-area	[278, 531, 1430, 2347]
